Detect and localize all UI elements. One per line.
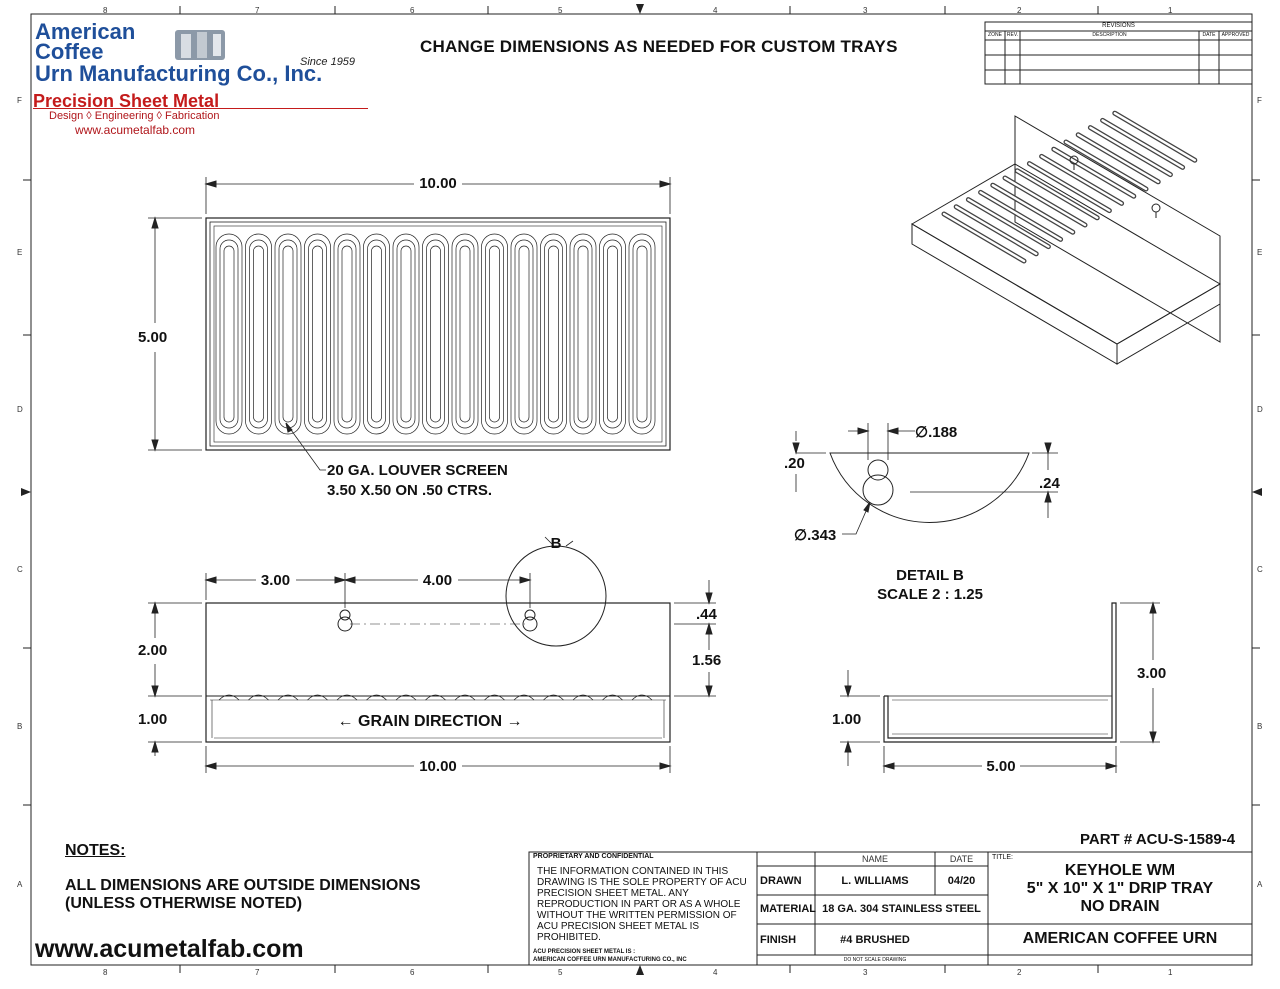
iso-louver-slots bbox=[944, 113, 1195, 261]
zone-bottom-1: 1 bbox=[1168, 968, 1173, 977]
louver-slot bbox=[427, 240, 445, 428]
louver-slot bbox=[279, 240, 297, 428]
zone-left-f: F bbox=[17, 96, 22, 105]
louver-slot bbox=[460, 246, 470, 422]
zone-bottom-4: 4 bbox=[713, 968, 718, 977]
title-line-2: 5" X 10" X 1" DRIP TRAY bbox=[1026, 880, 1214, 897]
louver-slot bbox=[637, 246, 647, 422]
detail-callout-letter: B bbox=[550, 535, 562, 552]
grain-direction: ← GRAIN DIRECTION → bbox=[337, 713, 523, 730]
owner-line-2: AMERICAN COFFEE URN MANUFACTURING CO., INC bbox=[533, 957, 687, 963]
louver-note-line2: 3.50 X.50 ON .50 CTRS. bbox=[327, 482, 493, 499]
zone-right-f: F bbox=[1257, 96, 1262, 105]
louver-slots bbox=[216, 234, 655, 434]
no-scale-note: DO NOT SCALE DRAWING bbox=[843, 957, 907, 963]
louver-slot bbox=[574, 240, 592, 428]
louver-slot bbox=[224, 246, 234, 422]
rev-col-approved: APPROVED bbox=[1221, 32, 1250, 38]
logo-line-3: Urn Manufacturing Co., Inc. bbox=[35, 61, 323, 86]
owner-line-1: ACU PRECISION SHEET METAL IS : bbox=[533, 949, 636, 955]
logo-services: Design ◊ Engineering ◊ Fabrication bbox=[49, 110, 220, 122]
logo-precision: Precision Sheet Metal bbox=[33, 91, 220, 111]
detail-dia-small: ∅.188 bbox=[915, 424, 958, 441]
zone-left-d: D bbox=[17, 405, 23, 414]
logo-line-2: Coffee bbox=[35, 39, 104, 64]
center-mark-left bbox=[21, 488, 31, 496]
front-dim-156: 1.56 bbox=[692, 652, 722, 669]
zone-top-7: 7 bbox=[255, 6, 260, 15]
louver-slot bbox=[342, 246, 352, 422]
louver-slot bbox=[283, 246, 293, 422]
header-note: CHANGE DIMENSIONS AS NEEDED FOR CUSTOM TRAYS bbox=[420, 37, 898, 56]
louver-slot bbox=[250, 240, 268, 428]
detail-dim-24: .24 bbox=[1039, 475, 1060, 492]
zone-top-6: 6 bbox=[410, 6, 415, 15]
louver-slot bbox=[519, 246, 529, 422]
center-mark-right bbox=[1252, 488, 1262, 496]
front-keyholes bbox=[338, 610, 537, 631]
side-dim-300: 3.00 bbox=[1137, 665, 1167, 682]
louver-slot bbox=[604, 240, 622, 428]
side-dim-500: 5.00 bbox=[986, 758, 1016, 775]
front-dim-4: 4.00 bbox=[422, 572, 453, 589]
detail-title: DETAIL B bbox=[896, 567, 964, 584]
louver-slot bbox=[254, 246, 264, 422]
drawn-name: L. WILLIAMS bbox=[841, 875, 909, 887]
zone-right-a: A bbox=[1257, 880, 1263, 889]
zone-right-c: C bbox=[1257, 565, 1263, 574]
logo-since: Since 1959 bbox=[300, 56, 356, 68]
louver-slot bbox=[486, 240, 504, 428]
detail-scale: SCALE 2 : 1.25 bbox=[877, 586, 983, 603]
date-header: DATE bbox=[949, 854, 974, 864]
zone-top-1: 1 bbox=[1168, 6, 1173, 15]
finish-label: FINISH bbox=[760, 934, 797, 946]
louver-slot bbox=[309, 240, 327, 428]
front-dim-100: 1.00 bbox=[138, 711, 168, 728]
louver-slot bbox=[549, 246, 559, 422]
rev-col-rev: REV. bbox=[1006, 32, 1019, 38]
part-number: PART # ACU-S-1589-4 bbox=[1080, 831, 1236, 848]
louver-slot bbox=[578, 246, 588, 422]
louver-slot bbox=[608, 246, 618, 422]
detail-dim-20: .20 bbox=[784, 455, 805, 472]
rev-col-date: DATE bbox=[1202, 32, 1216, 38]
zone-left-b: B bbox=[17, 722, 23, 731]
front-dim-200: 2.00 bbox=[138, 642, 168, 659]
louver-slot bbox=[431, 246, 441, 422]
material-label: MATERIAL bbox=[760, 903, 817, 915]
isometric-view bbox=[912, 113, 1220, 364]
front-dim-44: .44 bbox=[696, 606, 717, 623]
side-dim-100: 1.00 bbox=[832, 711, 862, 728]
drawn-date: 04/20 bbox=[947, 875, 976, 887]
louver-slot bbox=[313, 246, 323, 422]
zone-bottom-5: 5 bbox=[558, 968, 563, 977]
notes-line-2: (UNLESS OTHERWISE NOTED) bbox=[65, 895, 303, 912]
zone-right-e: E bbox=[1257, 248, 1263, 257]
rev-col-description: DESCRIPTION bbox=[1092, 32, 1127, 38]
notes-line-1: ALL DIMENSIONS ARE OUTSIDE DIMENSIONS bbox=[65, 877, 421, 894]
louver-slot bbox=[368, 240, 386, 428]
top-height-dim: 5.00 bbox=[138, 329, 168, 346]
urn-icon bbox=[171, 24, 233, 64]
louver-slot bbox=[372, 246, 382, 422]
louver-slot bbox=[490, 246, 500, 422]
zone-bottom-7: 7 bbox=[255, 968, 260, 977]
center-mark-bottom bbox=[636, 965, 644, 975]
revisions-title: REVISIONS bbox=[1102, 23, 1135, 29]
drawn-label: DRAWN bbox=[760, 875, 802, 887]
logo-web: www.acumetalfab.com bbox=[75, 123, 196, 137]
zone-top-4: 4 bbox=[713, 6, 718, 15]
zone-left-c: C bbox=[17, 565, 23, 574]
top-view bbox=[148, 177, 670, 470]
zone-top-5: 5 bbox=[558, 6, 563, 15]
website-footer: www.acumetalfab.com bbox=[35, 935, 304, 963]
zone-top-2: 2 bbox=[1017, 6, 1022, 15]
rev-col-zone: ZONE bbox=[988, 32, 1002, 38]
louver-slot bbox=[545, 240, 563, 428]
louver-slot bbox=[633, 240, 651, 428]
company-name: AMERICAN COFFEE URN bbox=[1022, 930, 1218, 947]
zone-bottom-8: 8 bbox=[103, 968, 108, 977]
zone-right-d: D bbox=[1257, 405, 1263, 414]
louver-slot bbox=[397, 240, 415, 428]
zone-right-b: B bbox=[1257, 722, 1263, 731]
louver-slot bbox=[220, 240, 238, 428]
zone-left-e: E bbox=[17, 248, 23, 257]
title-label: TITLE: bbox=[992, 854, 1014, 861]
louver-slot bbox=[338, 240, 356, 428]
title-line-3: NO DRAIN bbox=[1080, 898, 1160, 915]
proprietary-heading: PROPRIETARY AND CONFIDENTIAL bbox=[533, 853, 654, 860]
company-logo bbox=[33, 18, 373, 138]
side-view bbox=[840, 603, 1160, 773]
louver-slot bbox=[515, 240, 533, 428]
finish-value: #4 BRUSHED bbox=[840, 934, 910, 946]
notes-heading: NOTES: bbox=[65, 842, 126, 859]
zone-top-8: 8 bbox=[103, 6, 108, 15]
front-width-dim: 10.00 bbox=[419, 758, 457, 775]
name-header: NAME bbox=[861, 854, 888, 864]
front-dim-3: 3.00 bbox=[260, 572, 291, 589]
material-value: 18 GA. 304 STAINLESS STEEL bbox=[822, 903, 981, 915]
title-line-1: KEYHOLE WM bbox=[1064, 862, 1176, 879]
zone-bottom-3: 3 bbox=[863, 968, 868, 977]
detail-dia-large: ∅.343 bbox=[794, 527, 837, 544]
zone-top-3: 3 bbox=[863, 6, 868, 15]
louver-slot bbox=[401, 246, 411, 422]
top-width-dim: 10.00 bbox=[419, 175, 457, 192]
zone-bottom-2: 2 bbox=[1017, 968, 1022, 977]
louver-slot bbox=[456, 240, 474, 428]
louver-note-line1: 20 GA. LOUVER SCREEN bbox=[327, 462, 508, 479]
center-mark-top bbox=[636, 4, 644, 14]
proprietary-text: THE INFORMATION CONTAINED IN THIS DRAWING IS THE SOLE PROPERTY OF ACU PRECISION SHEET METAL. ANY REPRODUCTION IN PART OR AS A WHOLE WITHOUT THE WRITTEN PERMISSION OF ACU PRECISION SHEET METAL IS PROHIBITED. bbox=[537, 866, 747, 943]
logo-line-1: American bbox=[35, 19, 136, 44]
zone-left-a: A bbox=[17, 880, 23, 889]
zone-bottom-6: 6 bbox=[410, 968, 415, 977]
